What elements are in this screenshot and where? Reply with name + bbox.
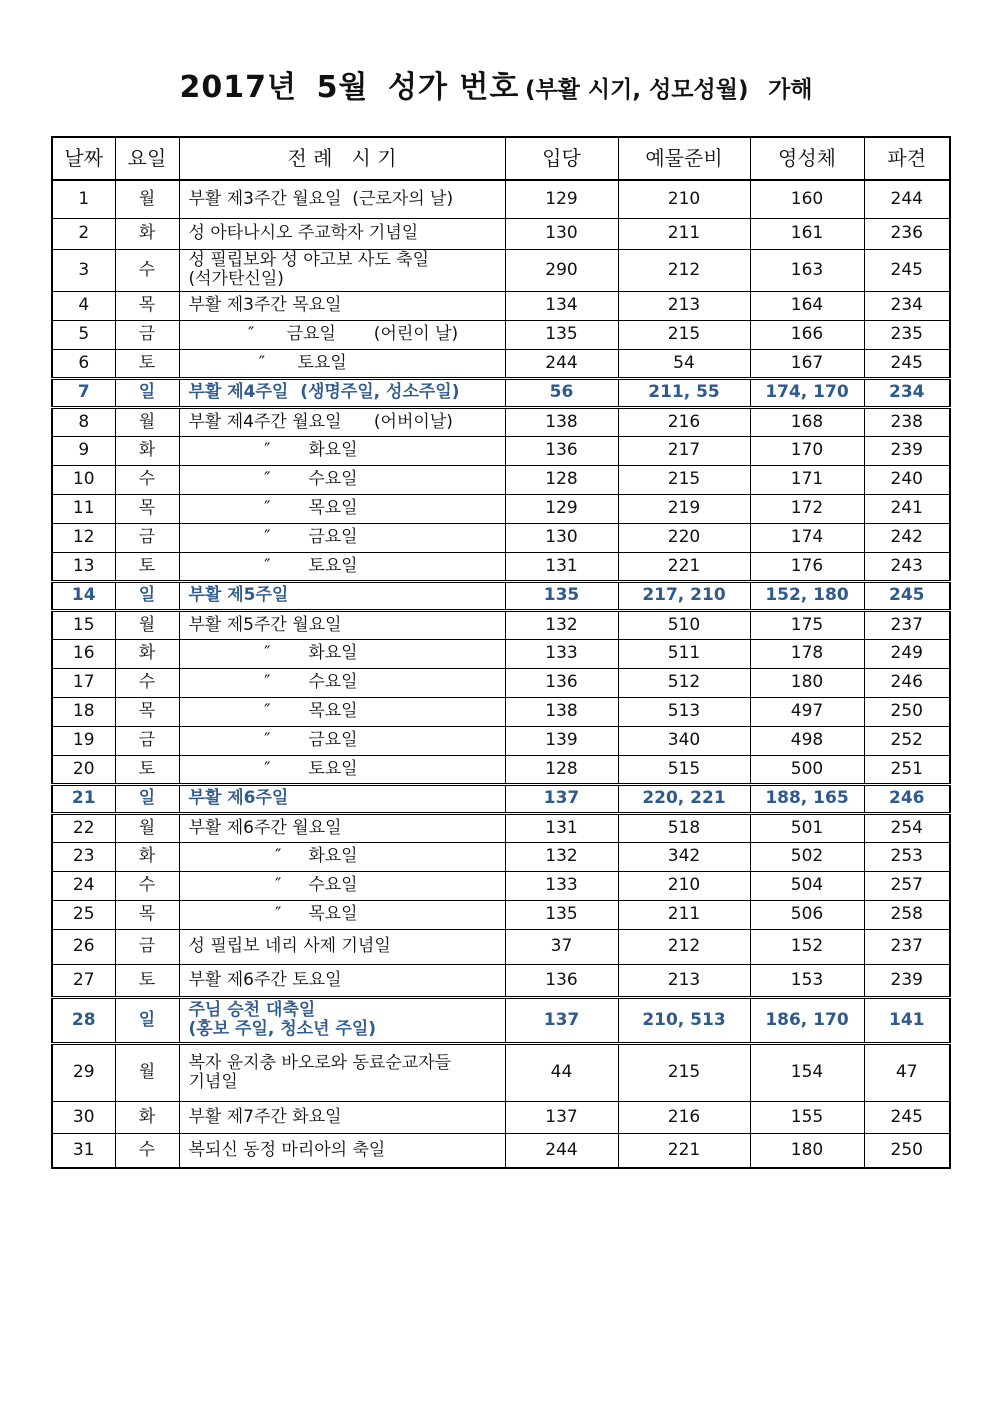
entrance-hymn-cell: 129: [505, 494, 618, 523]
date-cell: 2: [52, 218, 115, 249]
offertory-hymn-cell: 210: [618, 180, 750, 218]
recessional-hymn-cell: 251: [864, 755, 950, 784]
communion-hymn-cell: 186, 170: [750, 997, 864, 1043]
liturgy-cell: ″ 화요일: [179, 639, 505, 668]
table-row: [52, 436, 950, 465]
liturgy-cell: ″ 목요일: [179, 900, 505, 929]
title-year-cycle: 가해: [768, 77, 813, 103]
liturgy-cell: ″ 화요일: [179, 436, 505, 465]
date-cell: 23: [52, 842, 115, 871]
liturgy-cell: ″ 토요일: [179, 755, 505, 784]
entrance-hymn-cell: 137: [505, 997, 618, 1043]
date-cell: 21: [52, 784, 115, 813]
liturgy-cell: 부활 제3주간 월요일 (근로자의 날): [179, 180, 505, 218]
header-communion: 영성체: [750, 137, 864, 180]
date-cell: 3: [52, 249, 115, 291]
date-cell: 9: [52, 436, 115, 465]
offertory-hymn-cell: 215: [618, 465, 750, 494]
recessional-hymn-cell: 239: [864, 436, 950, 465]
entrance-hymn-cell: 129: [505, 180, 618, 218]
date-cell: 18: [52, 697, 115, 726]
liturgy-cell: 부활 제5주일: [179, 581, 505, 610]
liturgy-cell: ″ 수요일: [179, 668, 505, 697]
date-cell: 14: [52, 581, 115, 610]
communion-hymn-cell: 188, 165: [750, 784, 864, 813]
entrance-hymn-cell: 135: [505, 581, 618, 610]
recessional-hymn-cell: 258: [864, 900, 950, 929]
entrance-hymn-cell: 131: [505, 552, 618, 581]
communion-hymn-cell: 170: [750, 436, 864, 465]
entrance-hymn-cell: 136: [505, 964, 618, 997]
weekday-cell: 일: [115, 997, 179, 1043]
entrance-hymn-cell: 56: [505, 378, 618, 407]
communion-hymn-cell: 163: [750, 249, 864, 291]
liturgy-cell: 부활 제3주간 목요일: [179, 291, 505, 320]
header-entrance: 입당: [505, 137, 618, 180]
communion-hymn-cell: 168: [750, 407, 864, 436]
offertory-hymn-cell: 513: [618, 697, 750, 726]
table-row: [52, 813, 950, 842]
recessional-hymn-cell: 250: [864, 1133, 950, 1168]
weekday-cell: 금: [115, 320, 179, 349]
liturgy-cell: 부활 제4주일 (생명주일, 성소주일): [179, 378, 505, 407]
liturgy-cell: ″ 금요일 (어린이 날): [179, 320, 505, 349]
weekday-cell: 수: [115, 249, 179, 291]
communion-hymn-cell: 164: [750, 291, 864, 320]
weekday-cell: 토: [115, 552, 179, 581]
table-row: [52, 639, 950, 668]
date-cell: 8: [52, 407, 115, 436]
weekday-cell: 수: [115, 1133, 179, 1168]
offertory-hymn-cell: 518: [618, 813, 750, 842]
offertory-hymn-cell: 211: [618, 218, 750, 249]
recessional-hymn-cell: 250: [864, 697, 950, 726]
recessional-hymn-cell: 245: [864, 349, 950, 378]
date-cell: 4: [52, 291, 115, 320]
entrance-hymn-cell: 138: [505, 407, 618, 436]
weekday-cell: 토: [115, 755, 179, 784]
entrance-hymn-cell: 44: [505, 1043, 618, 1101]
table-row: [52, 1101, 950, 1133]
title-year: 2017년: [179, 70, 297, 105]
liturgy-cell: ″ 금요일: [179, 523, 505, 552]
recessional-hymn-cell: 246: [864, 668, 950, 697]
communion-hymn-cell: 502: [750, 842, 864, 871]
entrance-hymn-cell: 128: [505, 465, 618, 494]
recessional-hymn-cell: 234: [864, 378, 950, 407]
offertory-hymn-cell: 340: [618, 726, 750, 755]
table-row: [52, 523, 950, 552]
offertory-hymn-cell: 211: [618, 900, 750, 929]
weekday-cell: 수: [115, 465, 179, 494]
recessional-hymn-cell: 241: [864, 494, 950, 523]
title-hymn-number: 성가 번호: [388, 70, 520, 105]
table-row: [52, 494, 950, 523]
liturgy-cell: ″ 목요일: [179, 697, 505, 726]
communion-hymn-cell: 166: [750, 320, 864, 349]
recessional-hymn-cell: 235: [864, 320, 950, 349]
date-cell: 5: [52, 320, 115, 349]
recessional-hymn-cell: 249: [864, 639, 950, 668]
offertory-hymn-cell: 342: [618, 842, 750, 871]
communion-hymn-cell: 161: [750, 218, 864, 249]
date-cell: 1: [52, 180, 115, 218]
communion-hymn-cell: 152, 180: [750, 581, 864, 610]
entrance-hymn-cell: 128: [505, 755, 618, 784]
offertory-hymn-cell: 217: [618, 436, 750, 465]
liturgy-cell: ″ 토요일: [179, 552, 505, 581]
title-season: (부활 시기, 성모성월): [524, 77, 749, 103]
recessional-hymn-cell: 242: [864, 523, 950, 552]
table-row: [52, 465, 950, 494]
communion-hymn-cell: 160: [750, 180, 864, 218]
offertory-hymn-cell: 510: [618, 610, 750, 639]
recessional-hymn-cell: 238: [864, 407, 950, 436]
communion-hymn-cell: 153: [750, 964, 864, 997]
entrance-hymn-cell: 134: [505, 291, 618, 320]
weekday-cell: 월: [115, 180, 179, 218]
recessional-hymn-cell: 237: [864, 929, 950, 964]
date-cell: 15: [52, 610, 115, 639]
weekday-cell: 금: [115, 929, 179, 964]
liturgy-cell: 부활 제4주간 월요일 (어버이날): [179, 407, 505, 436]
date-cell: 22: [52, 813, 115, 842]
communion-hymn-cell: 500: [750, 755, 864, 784]
liturgy-cell: 성 필립보와 성 야고보 사도 축일 (석가탄신일): [179, 249, 505, 291]
date-cell: 25: [52, 900, 115, 929]
liturgy-cell: ″ 수요일: [179, 871, 505, 900]
date-cell: 16: [52, 639, 115, 668]
weekday-cell: 월: [115, 610, 179, 639]
liturgy-cell: 복자 윤지충 바오로와 동료순교자들 기념일: [179, 1043, 505, 1101]
date-cell: 19: [52, 726, 115, 755]
liturgy-cell: ″ 금요일: [179, 726, 505, 755]
header-offertory: 예물준비: [618, 137, 750, 180]
table-row: [52, 784, 950, 813]
recessional-hymn-cell: 239: [864, 964, 950, 997]
communion-hymn-cell: 506: [750, 900, 864, 929]
weekday-cell: 월: [115, 1043, 179, 1101]
entrance-hymn-cell: 37: [505, 929, 618, 964]
weekday-cell: 목: [115, 494, 179, 523]
communion-hymn-cell: 498: [750, 726, 864, 755]
entrance-hymn-cell: 132: [505, 842, 618, 871]
table-row: [52, 726, 950, 755]
header-liturgy: 전 례 시 기: [179, 137, 505, 180]
offertory-hymn-cell: 210, 513: [618, 997, 750, 1043]
table-row: [52, 552, 950, 581]
offertory-hymn-cell: 220, 221: [618, 784, 750, 813]
entrance-hymn-cell: 130: [505, 218, 618, 249]
table-row: [52, 1043, 950, 1101]
recessional-hymn-cell: 47: [864, 1043, 950, 1101]
offertory-hymn-cell: 212: [618, 249, 750, 291]
recessional-hymn-cell: 254: [864, 813, 950, 842]
page-title: [0, 62, 992, 106]
recessional-hymn-cell: 257: [864, 871, 950, 900]
recessional-hymn-cell: 246: [864, 784, 950, 813]
hymn-schedule-table: [51, 136, 951, 1169]
offertory-hymn-cell: 212: [618, 929, 750, 964]
offertory-hymn-cell: 219: [618, 494, 750, 523]
liturgy-cell: 부활 제6주일: [179, 784, 505, 813]
date-cell: 12: [52, 523, 115, 552]
communion-hymn-cell: 167: [750, 349, 864, 378]
communion-hymn-cell: 178: [750, 639, 864, 668]
communion-hymn-cell: 174, 170: [750, 378, 864, 407]
recessional-hymn-cell: 234: [864, 291, 950, 320]
liturgy-cell: 성 아타나시오 주교학자 기념일: [179, 218, 505, 249]
table-row: [52, 964, 950, 997]
communion-hymn-cell: 501: [750, 813, 864, 842]
weekday-cell: 화: [115, 842, 179, 871]
entrance-hymn-cell: 137: [505, 784, 618, 813]
communion-hymn-cell: 175: [750, 610, 864, 639]
entrance-hymn-cell: 138: [505, 697, 618, 726]
communion-hymn-cell: 172: [750, 494, 864, 523]
communion-hymn-cell: 504: [750, 871, 864, 900]
weekday-cell: 화: [115, 436, 179, 465]
table-row: [52, 997, 950, 1043]
table-row: [52, 610, 950, 639]
offertory-hymn-cell: 215: [618, 1043, 750, 1101]
communion-hymn-cell: 171: [750, 465, 864, 494]
table-row: [52, 180, 950, 218]
date-cell: 31: [52, 1133, 115, 1168]
liturgy-cell: 복되신 동정 마리아의 축일: [179, 1133, 505, 1168]
table-row: [52, 842, 950, 871]
offertory-hymn-cell: 221: [618, 1133, 750, 1168]
liturgy-cell: ″ 화요일: [179, 842, 505, 871]
offertory-hymn-cell: 216: [618, 1101, 750, 1133]
date-cell: 10: [52, 465, 115, 494]
date-cell: 29: [52, 1043, 115, 1101]
communion-hymn-cell: 154: [750, 1043, 864, 1101]
recessional-hymn-cell: 240: [864, 465, 950, 494]
liturgy-cell: ″ 목요일: [179, 494, 505, 523]
entrance-hymn-cell: 132: [505, 610, 618, 639]
weekday-cell: 월: [115, 407, 179, 436]
table-row: [52, 349, 950, 378]
table-row: [52, 581, 950, 610]
table-row: [52, 378, 950, 407]
table-row: [52, 249, 950, 291]
weekday-cell: 화: [115, 639, 179, 668]
table-row: [52, 407, 950, 436]
table-header-row: [52, 137, 950, 180]
table-row: [52, 320, 950, 349]
table-row: [52, 871, 950, 900]
offertory-hymn-cell: 215: [618, 320, 750, 349]
communion-hymn-cell: 155: [750, 1101, 864, 1133]
table-row: [52, 755, 950, 784]
weekday-cell: 일: [115, 784, 179, 813]
weekday-cell: 화: [115, 1101, 179, 1133]
weekday-cell: 토: [115, 964, 179, 997]
weekday-cell: 화: [115, 218, 179, 249]
entrance-hymn-cell: 244: [505, 1133, 618, 1168]
weekday-cell: 일: [115, 581, 179, 610]
recessional-hymn-cell: 236: [864, 218, 950, 249]
recessional-hymn-cell: 237: [864, 610, 950, 639]
weekday-cell: 일: [115, 378, 179, 407]
liturgy-cell: 성 필립보 네리 사제 기념일: [179, 929, 505, 964]
table-row: [52, 929, 950, 964]
liturgy-cell: 부활 제7주간 화요일: [179, 1101, 505, 1133]
entrance-hymn-cell: 135: [505, 320, 618, 349]
communion-hymn-cell: 176: [750, 552, 864, 581]
liturgy-cell: 부활 제6주간 월요일: [179, 813, 505, 842]
offertory-hymn-cell: 54: [618, 349, 750, 378]
recessional-hymn-cell: 244: [864, 180, 950, 218]
offertory-hymn-cell: 515: [618, 755, 750, 784]
entrance-hymn-cell: 130: [505, 523, 618, 552]
liturgy-cell: ″ 토요일: [179, 349, 505, 378]
date-cell: 6: [52, 349, 115, 378]
offertory-hymn-cell: 213: [618, 291, 750, 320]
communion-hymn-cell: 152: [750, 929, 864, 964]
entrance-hymn-cell: 135: [505, 900, 618, 929]
liturgy-cell: 주님 승천 대축일 (홍보 주일, 청소년 주일): [179, 997, 505, 1043]
communion-hymn-cell: 180: [750, 668, 864, 697]
offertory-hymn-cell: 217, 210: [618, 581, 750, 610]
recessional-hymn-cell: 245: [864, 249, 950, 291]
weekday-cell: 금: [115, 726, 179, 755]
communion-hymn-cell: 174: [750, 523, 864, 552]
entrance-hymn-cell: 136: [505, 668, 618, 697]
header-recessional: 파견: [864, 137, 950, 180]
date-cell: 24: [52, 871, 115, 900]
entrance-hymn-cell: 136: [505, 436, 618, 465]
weekday-cell: 월: [115, 813, 179, 842]
table-row: [52, 900, 950, 929]
weekday-cell: 목: [115, 291, 179, 320]
weekday-cell: 금: [115, 523, 179, 552]
table-row: [52, 291, 950, 320]
recessional-hymn-cell: 245: [864, 581, 950, 610]
header-weekday: 요일: [115, 137, 179, 180]
weekday-cell: 토: [115, 349, 179, 378]
date-cell: 7: [52, 378, 115, 407]
liturgy-cell: 부활 제6주간 토요일: [179, 964, 505, 997]
date-cell: 20: [52, 755, 115, 784]
entrance-hymn-cell: 290: [505, 249, 618, 291]
offertory-hymn-cell: 210: [618, 871, 750, 900]
weekday-cell: 수: [115, 871, 179, 900]
table-row: [52, 218, 950, 249]
offertory-hymn-cell: 511: [618, 639, 750, 668]
liturgy-cell: ″ 수요일: [179, 465, 505, 494]
offertory-hymn-cell: 216: [618, 407, 750, 436]
weekday-cell: 목: [115, 697, 179, 726]
date-cell: 13: [52, 552, 115, 581]
entrance-hymn-cell: 131: [505, 813, 618, 842]
recessional-hymn-cell: 245: [864, 1101, 950, 1133]
header-date: 날짜: [52, 137, 115, 180]
date-cell: 26: [52, 929, 115, 964]
date-cell: 28: [52, 997, 115, 1043]
offertory-hymn-cell: 512: [618, 668, 750, 697]
offertory-hymn-cell: 213: [618, 964, 750, 997]
liturgy-cell: 부활 제5주간 월요일: [179, 610, 505, 639]
date-cell: 30: [52, 1101, 115, 1133]
weekday-cell: 수: [115, 668, 179, 697]
table-row: [52, 668, 950, 697]
recessional-hymn-cell: 252: [864, 726, 950, 755]
table-row: [52, 1133, 950, 1168]
entrance-hymn-cell: 137: [505, 1101, 618, 1133]
communion-hymn-cell: 497: [750, 697, 864, 726]
title-month: 5월: [316, 70, 369, 105]
weekday-cell: 목: [115, 900, 179, 929]
entrance-hymn-cell: 133: [505, 639, 618, 668]
date-cell: 11: [52, 494, 115, 523]
table-row: [52, 697, 950, 726]
recessional-hymn-cell: 141: [864, 997, 950, 1043]
recessional-hymn-cell: 243: [864, 552, 950, 581]
offertory-hymn-cell: 221: [618, 552, 750, 581]
date-cell: 27: [52, 964, 115, 997]
offertory-hymn-cell: 220: [618, 523, 750, 552]
date-cell: 17: [52, 668, 115, 697]
entrance-hymn-cell: 244: [505, 349, 618, 378]
offertory-hymn-cell: 211, 55: [618, 378, 750, 407]
communion-hymn-cell: 180: [750, 1133, 864, 1168]
entrance-hymn-cell: 139: [505, 726, 618, 755]
recessional-hymn-cell: 253: [864, 842, 950, 871]
entrance-hymn-cell: 133: [505, 871, 618, 900]
